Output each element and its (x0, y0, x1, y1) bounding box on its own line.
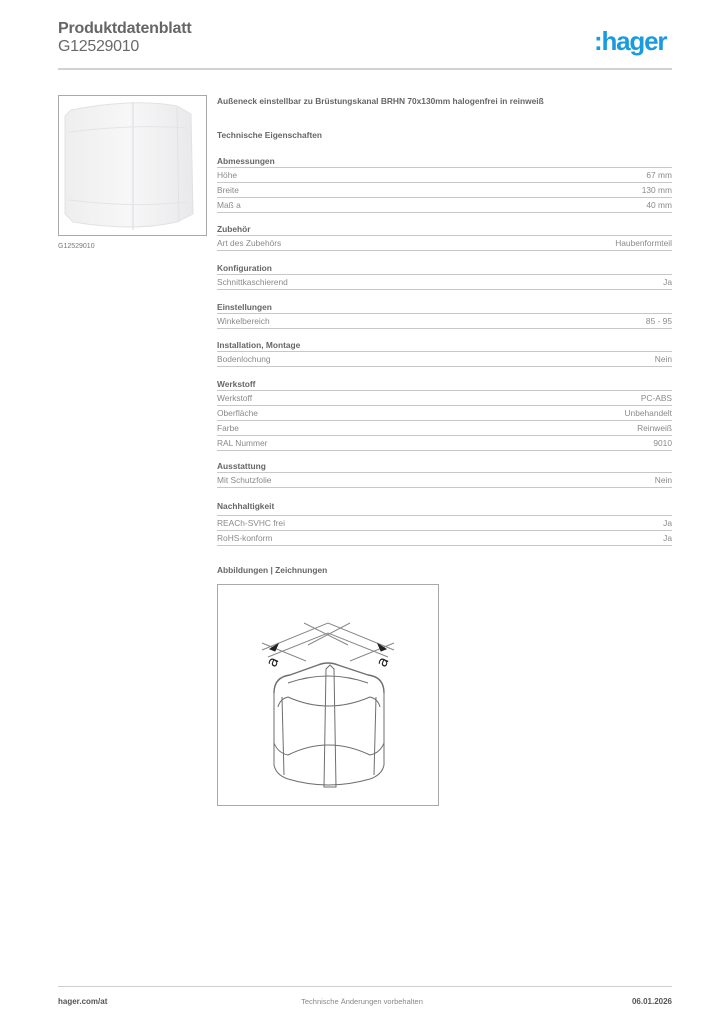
spec-row (217, 198, 672, 213)
spec-label: RoHS-konform (217, 533, 273, 543)
spec-label: RAL Nummer (217, 438, 268, 448)
spec-label: Maß a (217, 200, 241, 210)
spec-value: Ja (663, 533, 672, 543)
spec-section-zubehoer (217, 223, 672, 251)
spec-row (217, 352, 672, 367)
spec-value: Nein (654, 354, 672, 364)
spec-value: 130 mm (641, 185, 672, 195)
spec-label: Art des Zubehörs (217, 238, 282, 248)
spec-value: Ja (663, 518, 672, 528)
corner-piece-drawing-icon (218, 585, 438, 805)
spec-row (217, 516, 672, 531)
spec-row (217, 275, 672, 290)
spec-section-installation (217, 339, 672, 367)
footer-date: 06.01.2026 (631, 997, 672, 1006)
technical-properties-heading: Technische Eigenschaften (217, 130, 323, 140)
svg-text:a: a (262, 653, 283, 670)
spec-label: Mit Schutzfolie (217, 475, 272, 485)
spec-row (217, 391, 672, 406)
spec-label: Winkelbereich (217, 316, 270, 326)
spec-section-abmessungen (217, 155, 672, 213)
header-divider (58, 68, 672, 70)
section-heading: Werkstoff (217, 378, 672, 391)
spec-row (217, 421, 672, 436)
spec-row (217, 406, 672, 421)
spec-label: Werkstoff (217, 393, 253, 403)
product-photo-icon (59, 96, 206, 235)
product-photo-caption: G12529010 (58, 243, 95, 250)
section-heading: Einstellungen (217, 301, 672, 314)
section-heading: Nachhaltigkeit (217, 500, 672, 516)
product-photo (58, 95, 207, 236)
spec-row (217, 531, 672, 546)
section-heading: Ausstattung (217, 460, 672, 473)
section-heading: Installation, Montage (217, 339, 672, 352)
footer-disclaimer: Technische Änderungen vorbehalten (301, 997, 423, 1006)
spec-section-werkstoff (217, 378, 672, 451)
hager-logo: :hager (594, 26, 667, 56)
spec-label: Breite (217, 185, 239, 195)
spec-value: Reinweiß (637, 423, 672, 433)
spec-value: Nein (654, 475, 672, 485)
section-heading: Abmessungen (217, 155, 672, 168)
footer-divider (58, 986, 672, 987)
spec-value: Unbehandelt (624, 408, 672, 418)
spec-section-einstellungen (217, 301, 672, 329)
spec-value: 67 mm (646, 170, 672, 180)
svg-text:a: a (372, 653, 393, 670)
spec-section-konfiguration (217, 262, 672, 290)
technical-drawing (217, 584, 439, 806)
spec-section-nachhaltigkeit (217, 500, 672, 546)
drawings-heading: Abbildungen | Zeichnungen (217, 565, 328, 575)
spec-label: Schnittkaschierend (217, 277, 288, 287)
footer-website-link[interactable]: hager.com/at (58, 997, 108, 1006)
spec-label: Oberfläche (217, 408, 258, 418)
spec-value: Haubenformteil (615, 238, 672, 248)
section-heading: Zubehör (217, 223, 672, 236)
spec-row (217, 183, 672, 198)
spec-label: Höhe (217, 170, 238, 180)
spec-section-ausstattung (217, 460, 672, 488)
spec-label: Farbe (217, 423, 239, 433)
spec-row (217, 168, 672, 183)
spec-row (217, 473, 672, 488)
product-description: Außeneck einstellbar zu Brüstungskanal BRHN 70x130mm halogenfrei in reinweiß (217, 96, 544, 106)
spec-value: 40 mm (646, 200, 672, 210)
spec-label: REACh-SVHC frei (217, 518, 285, 528)
spec-value: 85 - 95 (645, 316, 672, 326)
spec-value: PC-ABS (640, 393, 672, 403)
spec-value: 9010 (653, 438, 672, 448)
spec-row (217, 314, 672, 329)
spec-value: Ja (663, 277, 672, 287)
spec-row (217, 436, 672, 451)
product-number: G12529010 (58, 38, 139, 55)
section-heading: Konfiguration (217, 262, 672, 275)
page-title: Produktdatenblatt (58, 20, 192, 37)
spec-row (217, 236, 672, 251)
spec-label: Bodenlochung (217, 354, 271, 364)
